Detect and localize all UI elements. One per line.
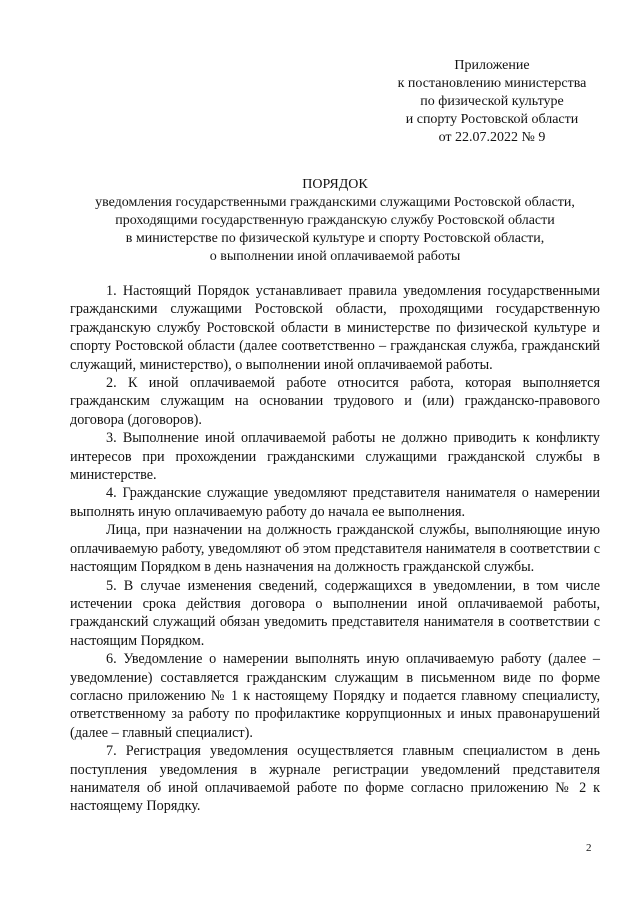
appendix-line: к постановлению министерства bbox=[397, 76, 587, 91]
appendix-line: и спорту Ростовской области bbox=[405, 112, 579, 127]
appendix-line: по физической культуре bbox=[420, 94, 564, 109]
appendix-header bbox=[372, 57, 612, 147]
document-title bbox=[70, 176, 600, 266]
paragraph: 4. Гражданские служащие уведомляют представителя нанимателя о намерении выполнять иную оплачиваемую работу до начала ее выполнения. bbox=[70, 485, 600, 520]
paragraph: 2. К иной оплачиваемой работе относится работа, которая выполняется гражданским служащим на основании трудового и (или) гражданско-правового договора (договоров). bbox=[70, 375, 600, 428]
title-line: уведомления государственными гражданскими служащими Ростовской области, bbox=[95, 195, 575, 210]
paragraph: 3. Выполнение иной оплачиваемой работы не должно приводить к конфликту интересов при прохождении гражданскими служащими гражданской службы в министерстве. bbox=[70, 430, 600, 484]
title-heading: ПОРЯДОК bbox=[302, 177, 368, 192]
paragraph: 7. Регистрация уведомления осуществляется главным специалистом в день поступления уведомления в журнале регистрации уведомлений представителя нанимателя об иной оплачиваемой работе по форме согласно приложению № 2 к настоящему Порядку. bbox=[70, 743, 600, 815]
appendix-line: от 22.07.2022 № 9 bbox=[438, 130, 546, 145]
title-line: в министерстве по физической культуре и спорту Ростовской области, bbox=[125, 231, 545, 246]
title-line: проходящими государственную гражданскую службу Ростовской области bbox=[115, 213, 555, 228]
paragraph: 1. Настоящий Порядок устанавливает правила уведомления государственными гражданскими служащими Ростовской области, проходящими государственную гражданскую службу Ростовской области в министерстве по физической культуре и спорту Ростовской области (далее соответственно – гражданская служба, гражданский служащий, министерство), о выполнении иной оплачиваемой работы. bbox=[70, 283, 600, 373]
appendix-line: Приложение bbox=[454, 58, 530, 73]
paragraph: 5. В случае изменения сведений, содержащихся в уведомлении, в том числе истечении срока действия договора о выполнении иной оплачиваемой работы, гражданский служащий обязан уведомить представителя нанимателя в соответствии с настоящим Порядком. bbox=[70, 577, 600, 649]
paragraph: Лица, при назначении на должность гражданской службы, выполняющие иную оплачиваемую работу, уведомляют об этом представителя нанимателя в соответствии с настоящим Порядком в день назначения на должность гражданской службы. bbox=[70, 522, 600, 576]
page-number: 2 bbox=[586, 842, 592, 854]
title-line: о выполнении иной оплачиваемой работы bbox=[209, 249, 461, 264]
document-body bbox=[70, 282, 600, 816]
paragraph: 6. Уведомление о намерении выполнять иную оплачиваемую работу (далее – уведомление) составляется гражданским служащим в письменном виде по форме согласно приложению № 1 к настоящему Порядку и подается главному специалисту, ответственному за работу по профилактике коррупционных и иных правонарушений (далее – главный специалист). bbox=[70, 651, 600, 741]
